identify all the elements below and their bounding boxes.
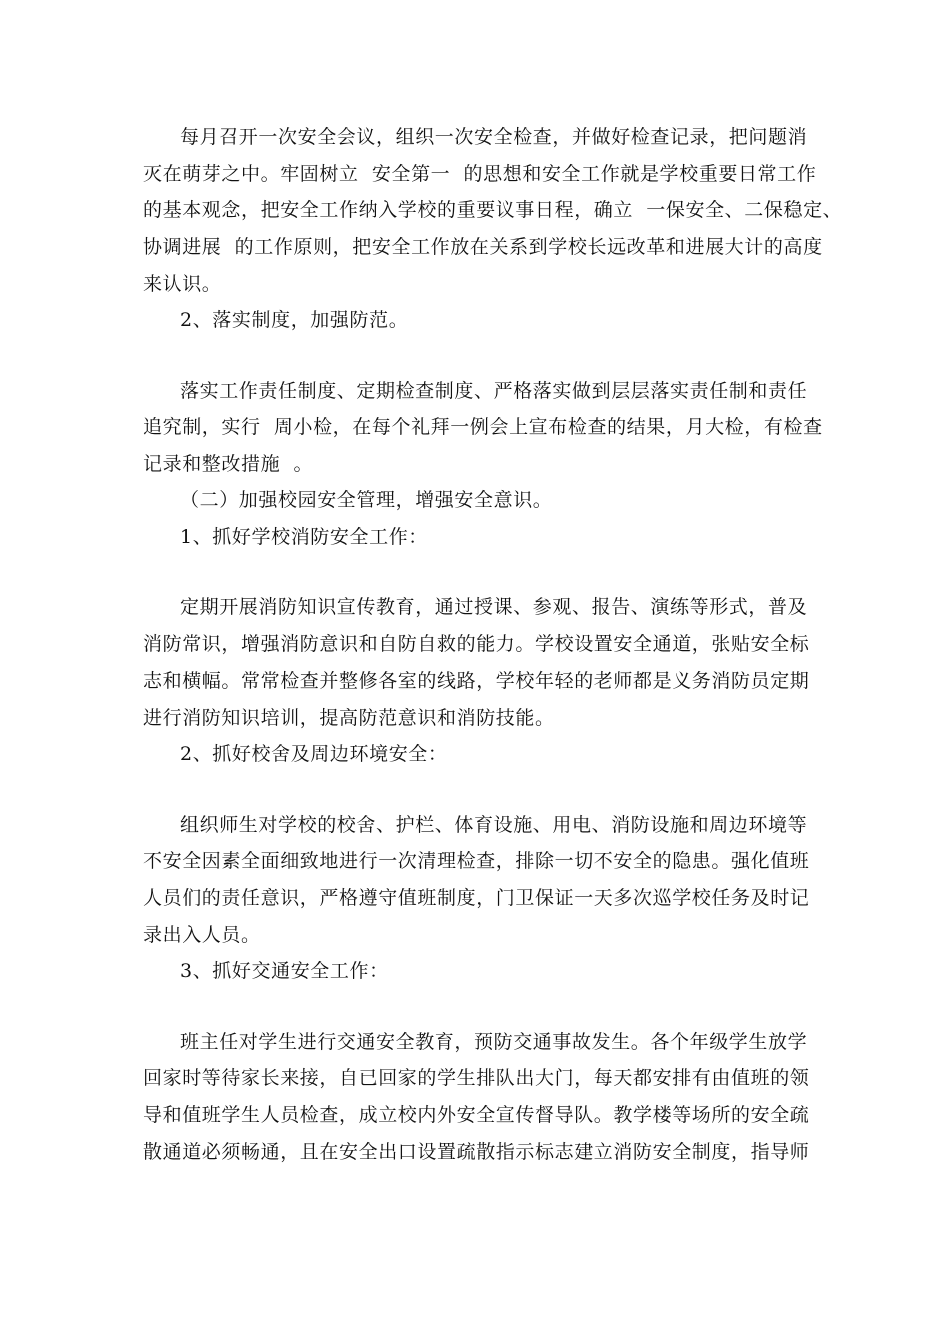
paragraph-line: 来认识。 (143, 273, 222, 295)
paragraph-line: 灭在萌芽之中。牢固树立 安全第一 的思想和安全工作就是学校重要日常工作 (143, 163, 817, 185)
paragraph-line: 组织师生对学校的校舍、护栏、体育设施、用电、消防设施和周边环境等 (180, 814, 808, 836)
section-heading: 2、落实制度，加强防范。 (180, 309, 409, 331)
subsection-heading: 2、抓好校舍及周边环境安全： (180, 743, 448, 765)
paragraph-line: 定期开展消防知识宣传教育，通过授课、参观、报告、演练等形式，普及 (180, 596, 808, 618)
paragraph-line: 记录和整改措施 。 (143, 453, 314, 475)
paragraph-line: 班主任对学生进行交通安全教育，预防交通事故发生。各个年级学生放学 (180, 1031, 808, 1053)
paragraph-line: 不安全因素全面细致地进行一次清理检查，排除一切不安全的隐患。强化值班 (143, 850, 810, 872)
section-heading: （二）加强校园安全管理，增强安全意识。 (180, 489, 553, 511)
paragraph-line: 人员们的责任意识，严格遵守值班制度，门卫保证一天多次巡学校任务及时记 (143, 887, 810, 909)
subsection-heading: 3、抓好交通安全工作： (180, 960, 389, 982)
paragraph-line: 消防常识，增强消防意识和自防自救的能力。学校设置安全通道，张贴安全标 (143, 633, 810, 655)
paragraph-line: 追究制，实行 周小检，在每个礼拜一例会上宣布检查的结果，月大检，有检查 (143, 416, 823, 438)
paragraph-line: 协调进展 的工作原则，把安全工作放在关系到学校长远改革和进展大计的高度 (143, 236, 823, 258)
paragraph-line: 进行消防知识培训，提高防范意识和消防技能。 (143, 707, 555, 729)
paragraph-line: 散通道必须畅通，且在安全出口设置疏散指示标志建立消防安全制度，指导师 (143, 1141, 810, 1163)
paragraph-line: 录出入人员。 (143, 924, 261, 946)
paragraph-line: 每月召开一次安全会议，组织一次安全检查，并做好检查记录，把问题消 (180, 126, 808, 148)
subsection-heading: 1、抓好学校消防安全工作： (180, 526, 428, 548)
paragraph-line: 落实工作责任制度、定期检查制度、严格落实做到层层落实责任制和责任 (180, 380, 808, 402)
paragraph-line: 的基本观念，把安全工作纳入学校的重要议事日程，确立 一保安全、二保稳定、 (143, 199, 843, 221)
paragraph-line: 导和值班学生人员检查，成立校内外安全宣传督导队。教学楼等场所的安全疏 (143, 1104, 810, 1126)
paragraph-line: 回家时等待家长来接，自已回家的学生排队出大门，每天都安排有由值班的领 (143, 1067, 810, 1089)
paragraph-line: 志和横幅。常常检查并整修各室的线路，学校年轻的老师都是义务消防员定期 (143, 670, 810, 692)
